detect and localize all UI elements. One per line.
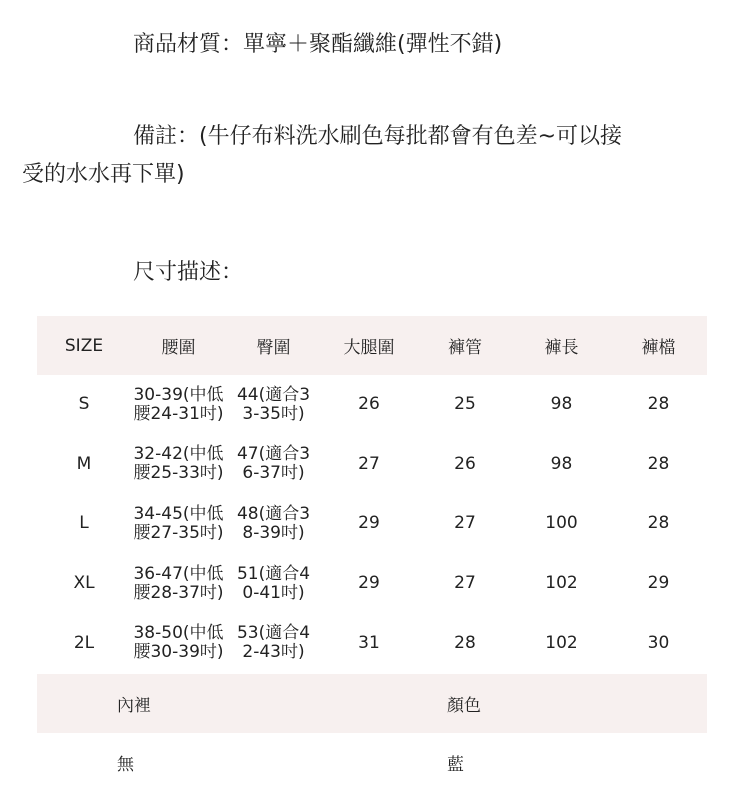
cell-hip-text: 44(適合33-35吋) (236, 384, 311, 424)
cell-thigh: 29 (358, 513, 380, 534)
header-length: 褲長 (513, 316, 610, 375)
cell-rise: 28 (647, 394, 670, 415)
cell-length: 102 (545, 573, 578, 594)
cell-waist (131, 613, 226, 673)
cell-thigh: 27 (358, 453, 380, 474)
cell-length: 98 (550, 394, 573, 415)
material-line: 商品材質：單寧＋聚酯纖維(彈性不錯) (133, 32, 503, 57)
size-title-text: 尺寸描述： (133, 260, 244, 285)
cell-hip-text: 53(適合42-43吋) (236, 623, 311, 663)
cell-waist (131, 494, 226, 554)
size-title (0, 254, 745, 292)
header-rise: 褲檔 (610, 316, 707, 375)
cell-waist (131, 554, 226, 614)
cell-leg-opening: 28 (454, 632, 476, 653)
header-size: SIZE (37, 316, 131, 375)
note-line-2: 受的水水再下單) (22, 162, 185, 187)
cell-thigh: 31 (358, 632, 380, 653)
cell-waist-text: 36-47(中低腰28-37吋) (133, 563, 224, 603)
cell-rise: 28 (647, 453, 670, 474)
cell-color: 藍 (447, 755, 464, 775)
lining-color-header (37, 674, 707, 733)
cell-waist (131, 375, 226, 435)
size-table-header (37, 316, 707, 375)
cell-leg-opening: 27 (454, 513, 476, 534)
cell-rise: 29 (647, 573, 670, 594)
cell-leg-opening: 26 (454, 453, 476, 474)
cell-hip (226, 494, 321, 554)
note-line-1: 備註：(牛仔布料洗水刷色每批都會有色差~可以接 (133, 124, 623, 149)
cell-hip (226, 435, 321, 495)
lining-color-table (37, 674, 707, 792)
header-hip: 臀圍 (226, 316, 321, 375)
cell-hip-text: 51(適合40-41吋) (236, 563, 311, 603)
table-row (37, 733, 707, 792)
cell-hip (226, 554, 321, 614)
cell-waist-text: 30-39(中低腰24-31吋) (133, 384, 224, 424)
header-waist: 腰圍 (131, 316, 226, 375)
table-row (37, 613, 707, 673)
cell-lining: 無 (117, 755, 134, 775)
cell-size: XL (73, 573, 95, 594)
size-table (37, 316, 707, 673)
cell-length: 102 (545, 632, 578, 653)
cell-hip (226, 375, 321, 435)
header-color: 顏色 (372, 674, 707, 733)
cell-leg-opening: 27 (454, 573, 476, 594)
cell-leg-opening: 25 (454, 394, 476, 415)
cell-length: 98 (550, 453, 573, 474)
cell-waist-text: 38-50(中低腰30-39吋) (133, 623, 224, 663)
cell-size: L (79, 513, 89, 534)
table-row (37, 435, 707, 495)
header-leg-opening: 褲管 (417, 316, 513, 375)
cell-waist-text: 32-42(中低腰25-33吋) (133, 444, 224, 484)
cell-thigh: 29 (358, 573, 380, 594)
cell-size: S (78, 394, 90, 415)
table-row (37, 375, 707, 435)
cell-rise: 30 (647, 632, 670, 653)
cell-hip (226, 613, 321, 673)
table-row (37, 494, 707, 554)
cell-thigh: 26 (358, 394, 380, 415)
header-lining: 內裡 (37, 674, 372, 733)
note-text (0, 118, 745, 194)
cell-length: 100 (545, 513, 578, 534)
material-text (0, 26, 745, 64)
cell-size: M (76, 453, 92, 474)
table-row (37, 554, 707, 614)
cell-hip-text: 47(適合36-37吋) (236, 444, 311, 484)
cell-rise: 28 (647, 513, 670, 534)
header-thigh: 大腿圍 (321, 316, 417, 375)
cell-size: 2L (73, 632, 95, 653)
cell-waist-text: 34-45(中低腰27-35吋) (133, 503, 224, 543)
cell-hip-text: 48(適合38-39吋) (236, 503, 311, 543)
cell-waist (131, 435, 226, 495)
